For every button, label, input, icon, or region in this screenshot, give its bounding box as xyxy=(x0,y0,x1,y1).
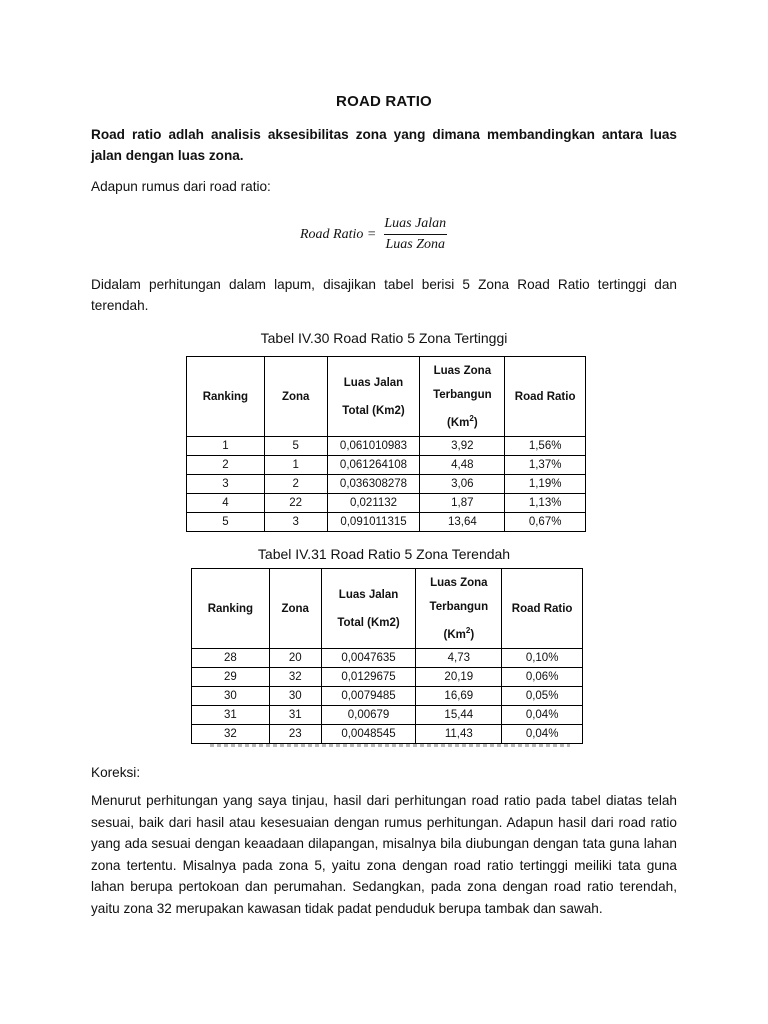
zona-cell: 2 xyxy=(264,475,327,494)
table1-header-road-ratio: Road Ratio xyxy=(505,357,586,437)
table-row xyxy=(192,687,583,706)
table2-caption: Tabel IV.31 Road Ratio 5 Zona Terendah xyxy=(257,546,511,562)
luas-zona-cell: 3,92 xyxy=(420,437,505,456)
page-title: ROAD RATIO xyxy=(336,93,432,110)
ranking-cell: 30 xyxy=(192,687,270,706)
table2-header-luas-jalan-line1: Luas Jalan xyxy=(338,588,399,601)
formula-lhs: Road Ratio = xyxy=(300,226,377,242)
luas-zona-cell: 4,73 xyxy=(416,649,502,668)
table1-header-luas-zona-line1: Luas Zona xyxy=(433,364,492,377)
road-ratio-cell: 0,67% xyxy=(505,513,586,532)
zona-cell: 30 xyxy=(269,687,321,706)
zona-cell: 3 xyxy=(264,513,327,532)
luas-zona-cell: 3,06 xyxy=(420,475,505,494)
luas-jalan-cell: 0,0047635 xyxy=(321,649,416,668)
road-ratio-cell: 1,37% xyxy=(505,456,586,475)
table-row xyxy=(192,649,583,668)
table1-header-luas-jalan-line2: Total (Km2) xyxy=(342,404,405,417)
table1-header-luas-zona-line2: Terbangun xyxy=(433,388,492,401)
ranking-cell: 28 xyxy=(192,649,270,668)
koreksi-label: Koreksi: xyxy=(91,765,141,780)
table2-header-luas-zona-line2: Terbangun xyxy=(429,600,489,613)
table1-header-luas-jalan xyxy=(327,357,420,437)
luas-jalan-cell: 0,061264108 xyxy=(327,456,420,475)
luas-jalan-cell: 0,00679 xyxy=(321,706,416,725)
table2-header-luas-zona-line1: Luas Zona xyxy=(430,576,488,589)
table-row xyxy=(192,706,583,725)
formula-numerator: Luas Jalan xyxy=(384,216,447,231)
table2-header-luas-zona xyxy=(416,569,502,649)
zona-cell: 31 xyxy=(269,706,321,725)
ranking-cell: 1 xyxy=(187,437,265,456)
table2-header-ranking: Ranking xyxy=(192,569,270,649)
zona-cell: 5 xyxy=(264,437,327,456)
table1-header-zona: Zona xyxy=(264,357,327,437)
cropped-caption-remnant xyxy=(210,744,570,747)
road-ratio-cell: 0,04% xyxy=(502,725,583,744)
table-row xyxy=(187,494,586,513)
ranking-cell: 32 xyxy=(192,725,270,744)
road-ratio-cell: 0,05% xyxy=(502,687,583,706)
ranking-cell: 31 xyxy=(192,706,270,725)
road-ratio-cell: 1,56% xyxy=(505,437,586,456)
luas-jalan-cell: 0,061010983 xyxy=(327,437,420,456)
luas-jalan-cell: 0,0079485 xyxy=(321,687,416,706)
table1-header-luas-zona-line3 xyxy=(420,409,504,433)
road-ratio-formula xyxy=(300,216,448,253)
luas-zona-cell: 1,87 xyxy=(420,494,505,513)
table2 xyxy=(191,568,583,744)
road-ratio-cell: 1,19% xyxy=(505,475,586,494)
road-ratio-cell: 0,10% xyxy=(502,649,583,668)
ranking-cell: 29 xyxy=(192,668,270,687)
table1-header-km-sup: 2 xyxy=(469,413,474,423)
luas-jalan-cell: 0,0129675 xyxy=(321,668,416,687)
table1-body xyxy=(187,437,586,532)
table-row xyxy=(192,725,583,744)
table-intro-paragraph: Didalam perhitungan dalam lapum, disajikan tabel berisi 5 Zona Road Ratio tertinggi dan terendah. xyxy=(91,277,677,313)
table2-header-road-ratio: Road Ratio xyxy=(502,569,583,649)
zona-cell: 20 xyxy=(269,649,321,668)
table-row xyxy=(187,456,586,475)
table2-header-zona: Zona xyxy=(269,569,321,649)
ranking-cell: 5 xyxy=(187,513,265,532)
table-row xyxy=(187,437,586,456)
luas-zona-cell: 11,43 xyxy=(416,725,502,744)
table2-header-km: (Km xyxy=(443,628,466,641)
zona-cell: 1 xyxy=(264,456,327,475)
road-ratio-cell: 1,13% xyxy=(505,494,586,513)
luas-zona-cell: 20,19 xyxy=(416,668,502,687)
table1 xyxy=(186,356,586,532)
table1-header-km: (Km xyxy=(447,416,470,429)
table2-header-luas-jalan-line2: Total (Km2) xyxy=(337,616,400,629)
luas-zona-cell: 4,48 xyxy=(420,456,505,475)
table1-header-km-end: ) xyxy=(473,416,478,429)
luas-jalan-cell: 0,021132 xyxy=(327,494,420,513)
table1-caption: Tabel IV.30 Road Ratio 5 Zona Tertinggi xyxy=(260,330,508,346)
table2-body xyxy=(192,649,583,744)
table1-header-luas-jalan-line1: Luas Jalan xyxy=(343,376,404,389)
table2-header-luas-jalan xyxy=(321,569,416,649)
road-ratio-cell: 0,06% xyxy=(502,668,583,687)
ranking-cell: 2 xyxy=(187,456,265,475)
table-row xyxy=(187,513,586,532)
luas-zona-cell: 15,44 xyxy=(416,706,502,725)
table1-header-ranking: Ranking xyxy=(187,357,265,437)
luas-jalan-cell: 0,036308278 xyxy=(327,475,420,494)
luas-jalan-cell: 0,091011315 xyxy=(327,513,420,532)
luas-zona-cell: 16,69 xyxy=(416,687,502,706)
table1-header-luas-zona xyxy=(420,357,505,437)
rumus-intro: Adapun rumus dari road ratio: xyxy=(91,179,271,194)
table2-header-km-sup: 2 xyxy=(465,625,471,635)
zona-cell: 23 xyxy=(269,725,321,744)
table-row xyxy=(192,668,583,687)
formula-denominator: Luas Zona xyxy=(384,234,448,253)
intro-paragraph: Road ratio adlah analisis aksesibilitas zona yang dimana membandingkan antara luas jalan dengan luas zona. xyxy=(91,127,677,163)
zona-cell: 32 xyxy=(269,668,321,687)
formula-fraction xyxy=(382,216,448,253)
road-ratio-cell: 0,04% xyxy=(502,706,583,725)
ranking-cell: 3 xyxy=(187,475,265,494)
luas-zona-cell: 13,64 xyxy=(420,513,505,532)
table2-header-luas-zona-line3 xyxy=(416,621,501,645)
koreksi-paragraph: Menurut perhitungan yang saya tinjau, hasil dari perhitungan road ratio pada tabel diatas telah sesuai, baik dari hasil atau kesesuaian dengan rumus perhitungan. Adapun hasil dari road ratio yang ada sesuai dengan keaadaan dilapangan, misalnya bila diubungan dengan tata guna lahan zona tertentu. Misalnya pada zona 5, yaitu zona dengan road ratio tertinggi meiliki tata guna lahan berupa pertokoan dan perumahan. Sedangkan, pada zona dengan road ratio terendah, yaitu zona 32 merupakan kawasan tidak padat penduduk berupa tambak dan sawah. xyxy=(91,793,677,916)
table2-header-km-end: ) xyxy=(470,628,475,641)
luas-jalan-cell: 0,0048545 xyxy=(321,725,416,744)
ranking-cell: 4 xyxy=(187,494,265,513)
zona-cell: 22 xyxy=(264,494,327,513)
table-row xyxy=(187,475,586,494)
